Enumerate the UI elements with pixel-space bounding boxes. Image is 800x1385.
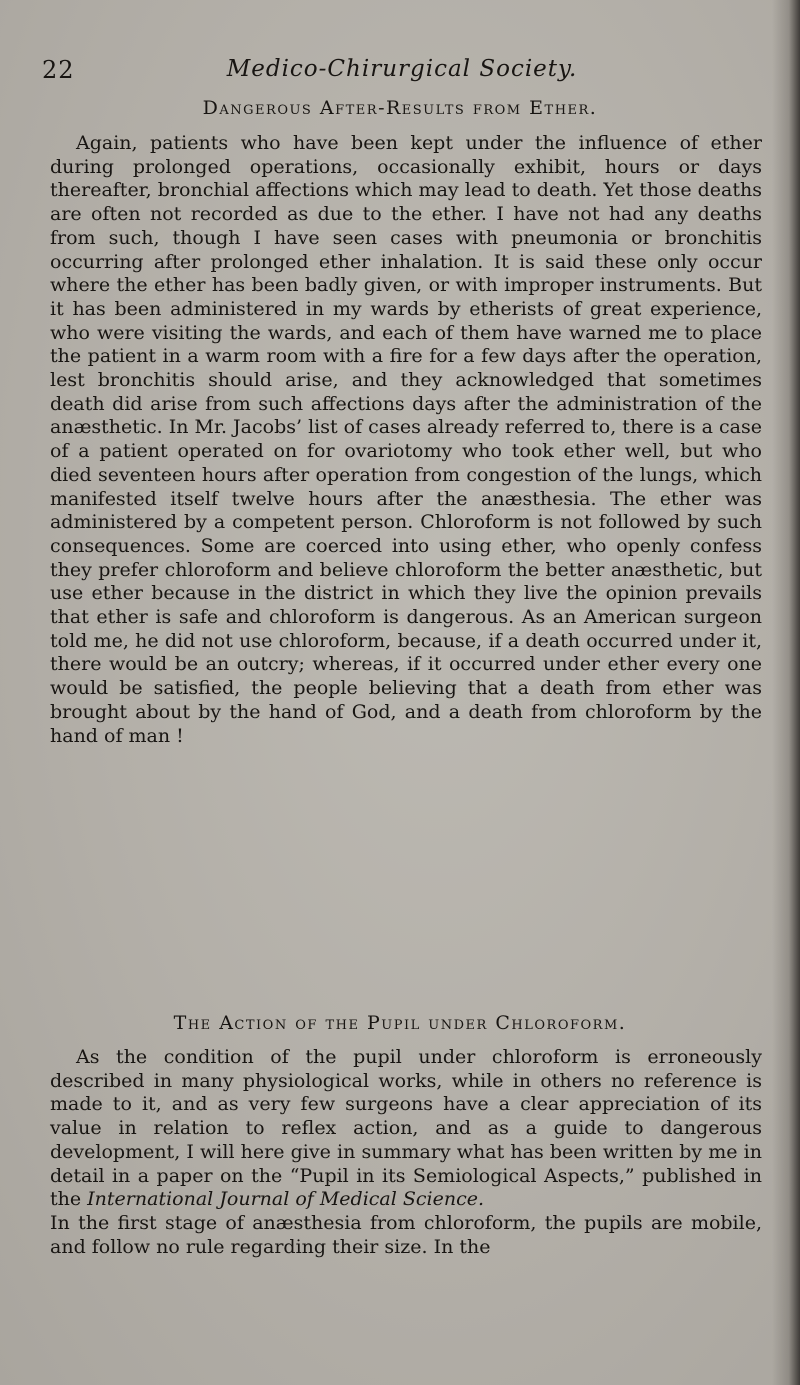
paragraph-ether-after-results: Again, patients who have been kept under the influence of ether during prolonged operations, occasionally exhibit, hours or days thereafter, bronchial affections which may lead to death. Yet those deaths are often not recorded as due to the ether. I have not had any deaths from such, though I have seen cases with pneumonia or bronchitis occurring after prolonged ether inhalation. It is said these only occur where the ether has been badly given, or with improper instruments. But it has been administered in my wards by etherists of great experience, who were visiting the wards, and each of them have warned me to place the patient in a warm room with a fire for a few days after the operation, lest bronchitis should arise, and they acknowledged that sometimes death did arise from such affections days after the administration of the anæsthetic. In Mr. Jacobs’ list of cases already referred to, there is a case of a patient operated on for ovariotomy who took ether well, but who died seventeen hours after operation from congestion of the lungs, which manifested itself twelve hours after the anæsthesia. The ether was administered by a competent person. Chloroform is not followed by such consequences. Some are coerced into using ether, who openly confess they prefer chloroform and believe chloroform the better anæsthetic, but use ether because in the district in which they live the opinion prevails that ether is safe and chloroform is dangerous. As an American surgeon told me, he did not use chloroform, because, if a death occurred under it, there would be an outcry; whereas, if it occurred under ether every one would be satisfied, the people believing that a death from ether was brought about by the hand of God, and a death from chloroform by the hand of man ! [50,132,762,747]
running-title: Medico-Chirurgical Society. [226,56,578,82]
page-header [42,56,762,86]
paragraph-pupil-intro-text: As the condition of the pupil under chloroform is erroneously described in many physiological works, while in others no reference is made to it, and as very few surgeons have a clear appreciation of its value in relation to reflex action, and as a guide to dangerous development, I will here give in summary what has been written by me in detail in a paper on the “Pupil in its Semiological Aspects,” published in the [50,1046,762,1211]
paragraph-first-stage: In the first stage of anæsthesia from chloroform, the pupils are mobile, and follow no rule regarding their size. In the [50,1212,762,1258]
section-heading-pupil: The Action of the Pupil under Chloroform. [173,1012,627,1034]
journal-name: International Journal of Medical Science. [87,1188,485,1211]
paragraph-pupil-intro [50,1046,762,1212]
page-edge-shadow [772,0,800,1385]
section-heading-ether: Dangerous After-Results from Ether. [202,97,598,119]
page-number: 22 [42,56,75,84]
